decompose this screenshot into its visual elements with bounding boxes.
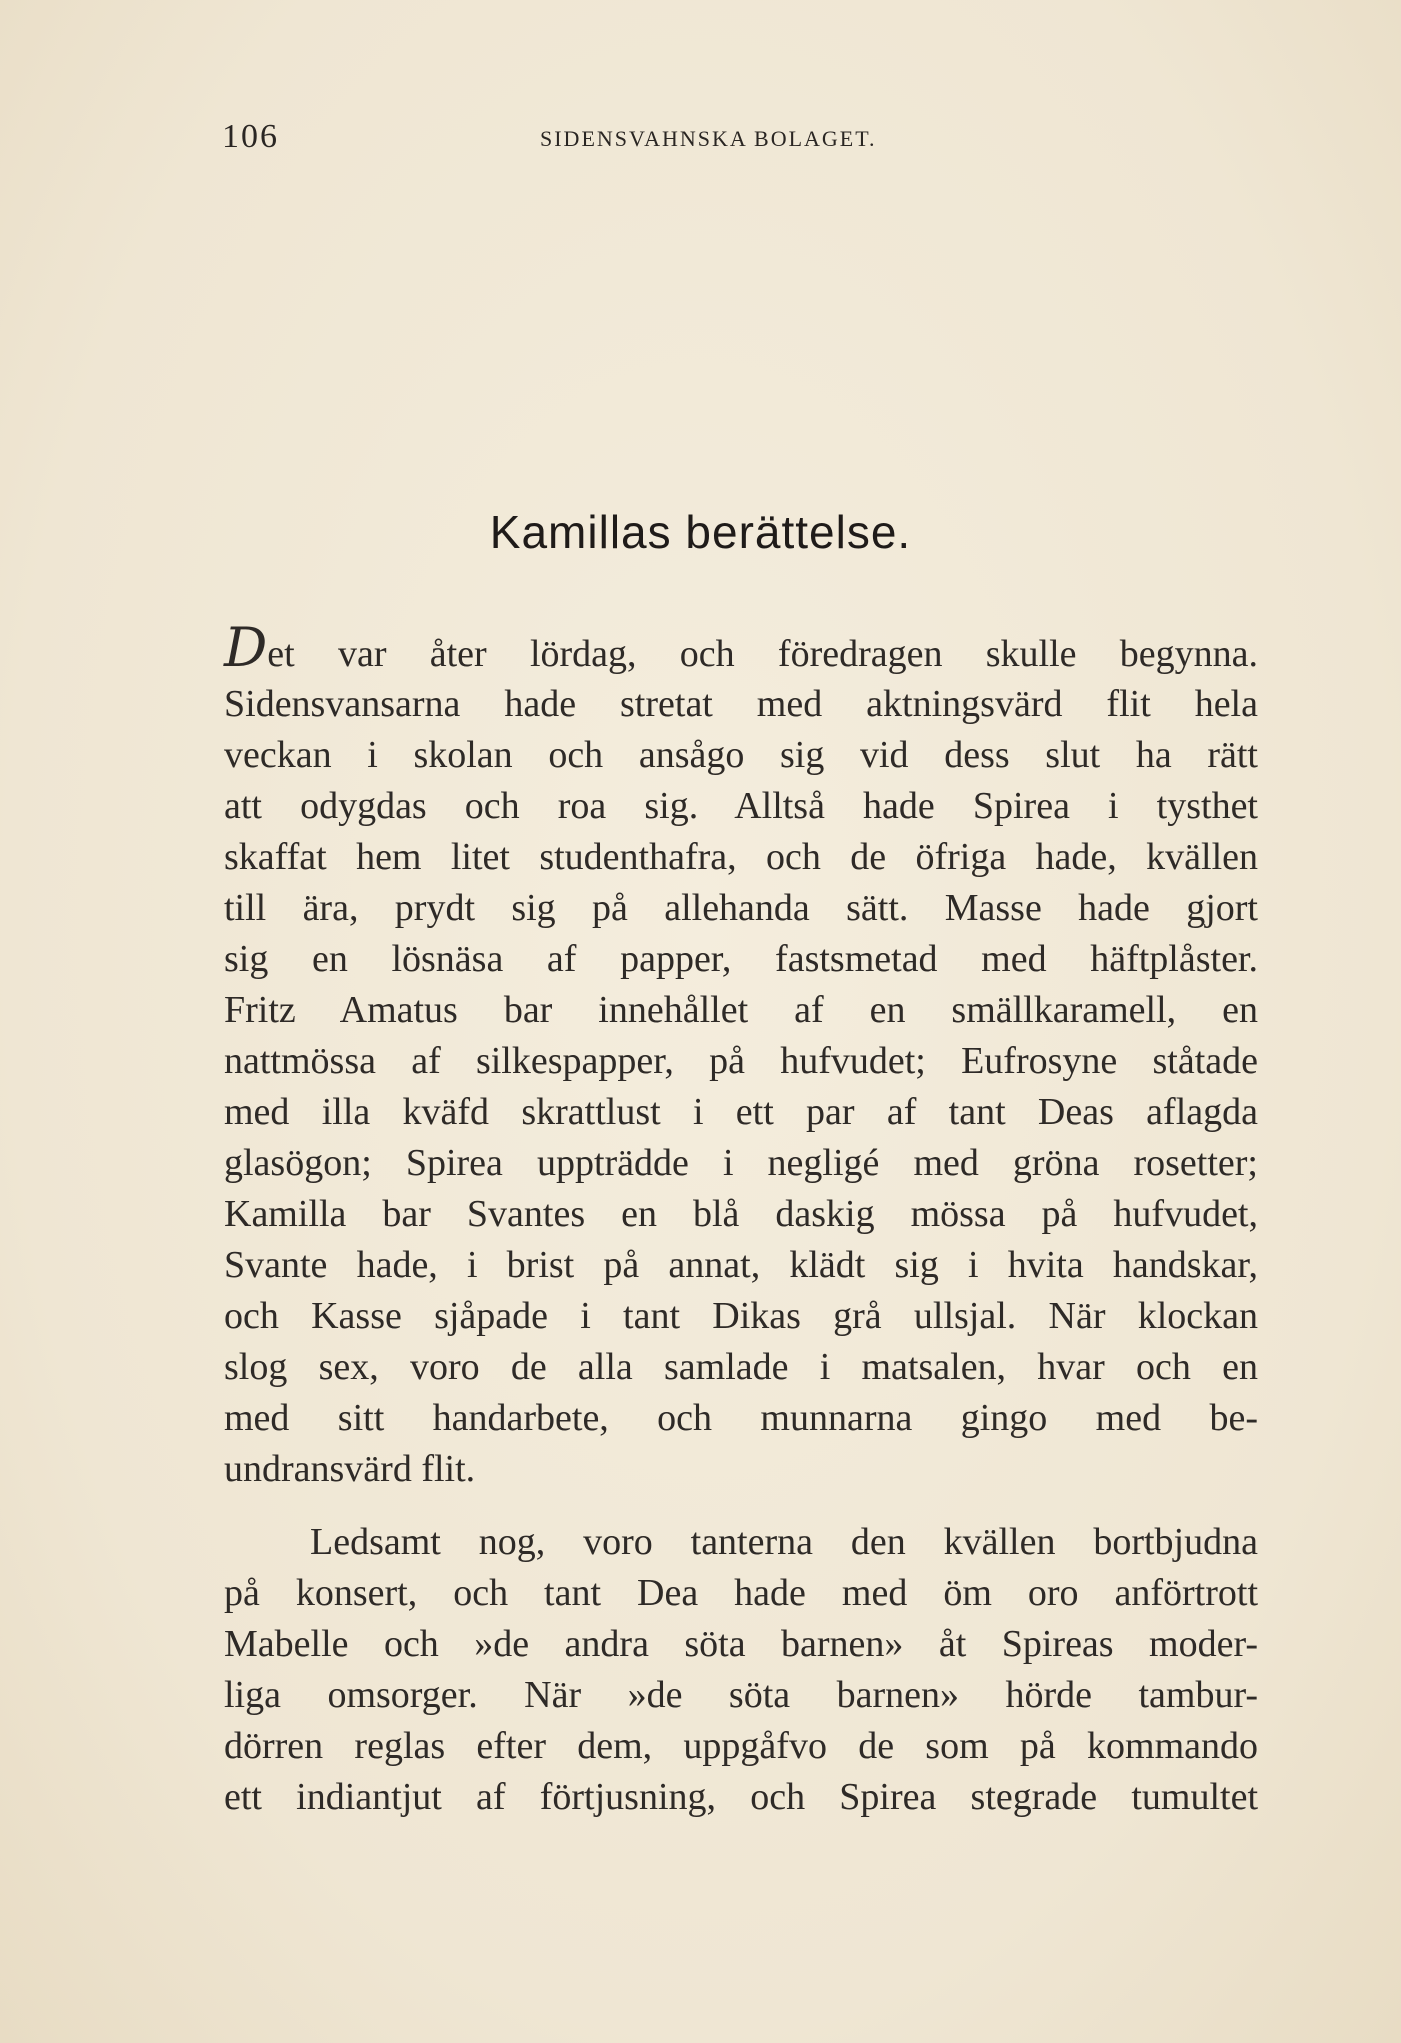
text-line: sig en lösnäsa af papper, fastsmetad med häftplåster.: [224, 938, 1258, 980]
text-line: veckan i skolan och ansågo sig vid dess slut ha rätt: [224, 734, 1258, 776]
text-line: Ledsamt nog, voro tanterna den kvällen bortbjudna: [310, 1521, 1258, 1563]
text-line: till ära, prydt sig på allehanda sätt. Masse hade gjort: [224, 887, 1258, 929]
text-line: och Kasse sjåpade i tant Dikas grå ullsjal. När klockan: [224, 1295, 1258, 1337]
page-number: 106: [222, 118, 279, 155]
text-line: Mabelle och »de andra söta barnen» åt Spireas moder-: [224, 1623, 1258, 1665]
text-line: på konsert, och tant Dea hade med öm oro anförtrott: [224, 1572, 1258, 1614]
text-line: med sitt handarbete, och munnarna gingo med be-: [224, 1397, 1258, 1439]
text-line: att odygdas och roa sig. Alltså hade Spirea i tysthet: [224, 785, 1258, 827]
text-line: nattmössa af silkespapper, på hufvudet; Eufrosyne ståtade: [224, 1040, 1258, 1082]
text-line: Kamilla bar Svantes en blå daskig mössa på hufvudet,: [224, 1193, 1258, 1235]
text-line: liga omsorger. När »de söta barnen» hörde tambur-: [224, 1674, 1258, 1716]
paragraph-break: [224, 1495, 1258, 1517]
running-title: SIDENSVAHNSKA BOLAGET.: [540, 126, 877, 151]
text-line: Det var åter lördag, och föredragen skulle begynna.: [224, 616, 1258, 679]
running-head: [222, 118, 1262, 158]
chapter-title: Kamillas berättelse.: [489, 506, 912, 558]
text-line: glasögon; Spirea uppträdde i negligé med gröna rosetter;: [224, 1142, 1258, 1184]
text-line: dörren reglas efter dem, uppgåfvo de som på kommando: [224, 1725, 1258, 1767]
text-line: ett indiantjut af förtjusning, och Spirea stegrade tumultet: [224, 1776, 1258, 1818]
text-line: skaffat hem litet studenthafra, och de öfriga hade, kvällen: [224, 836, 1258, 878]
text-line: Fritz Amatus bar innehållet af en smällkaramell, en: [224, 989, 1258, 1031]
decorative-initial: D: [224, 616, 268, 679]
text-line: slog sex, voro de alla samlade i matsalen, hvar och en: [224, 1346, 1258, 1388]
text-line: undransvärd flit.: [224, 1448, 476, 1490]
text-line: Sidensvansarna hade stretat med aktningsvärd flit hela: [224, 683, 1258, 725]
body-text: [224, 616, 1258, 1823]
text-line: Svante hade, i brist på annat, klädt sig i hvita handskar,: [224, 1244, 1258, 1286]
text-line: med illa kväfd skrattlust i ett par af tant Deas aflagda: [224, 1091, 1258, 1133]
